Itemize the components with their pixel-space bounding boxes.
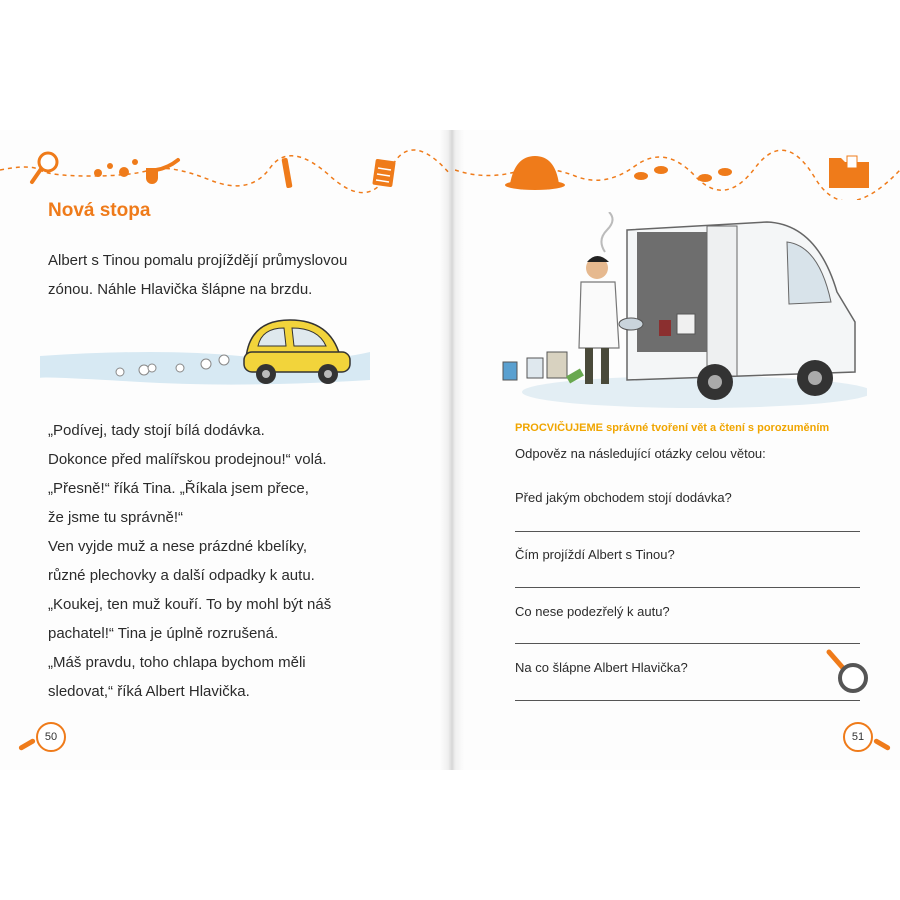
text-line: že jsme tu správně!“ bbox=[48, 509, 184, 526]
question-4: Na co šlápne Albert Hlavička? bbox=[515, 660, 688, 675]
page-number-handle bbox=[873, 738, 891, 751]
exercise-tag: PROCVIČUJEME bbox=[515, 422, 604, 434]
page-number: 51 bbox=[843, 722, 873, 752]
text-line: Ven vyjde muž a nese prázdné kbelíky, bbox=[48, 538, 308, 555]
story-paragraph bbox=[48, 416, 331, 706]
right-header-decoration bbox=[455, 140, 900, 200]
text-line: sledovat,“ říká Albert Hlavička. bbox=[48, 683, 250, 700]
text-line: „Koukej, ten muž kouří. To by mohl být náš bbox=[48, 596, 332, 613]
pen-icon bbox=[281, 158, 292, 189]
book-gutter bbox=[440, 130, 464, 770]
answer-line-2[interactable] bbox=[515, 587, 860, 588]
text-line: „Přesně!“ říká Tina. „Říkala jsem přece, bbox=[48, 480, 309, 497]
left-page bbox=[0, 130, 450, 770]
bubbles-icon bbox=[94, 159, 138, 177]
answer-line-3[interactable] bbox=[515, 643, 860, 644]
intro-paragraph bbox=[48, 246, 347, 304]
text-line: „Podívej, tady stojí bílá dodávka. bbox=[48, 422, 265, 439]
exercise-instruction: Odpověz na následující otázky celou větou: bbox=[515, 446, 766, 461]
pipe-icon bbox=[146, 160, 178, 184]
detective-hat-icon bbox=[505, 156, 565, 190]
text-line: „Máš pravdu, toho chlapa bychom měli bbox=[48, 654, 306, 671]
page-title: Nová stopa bbox=[48, 200, 151, 221]
text-line: Dokonce před malířskou prodejnou!“ volá. bbox=[48, 451, 327, 468]
car-illustration bbox=[40, 308, 370, 400]
question-1: Před jakým obchodem stojí dodávka? bbox=[515, 490, 732, 505]
exercise-heading-text: správné tvoření vět a čtení s porozuměním bbox=[606, 422, 830, 434]
book-spread bbox=[0, 130, 900, 770]
text-line: různé plechovky a další odpadky k autu. bbox=[48, 567, 315, 584]
notepad-icon bbox=[372, 159, 395, 188]
answer-line-1[interactable] bbox=[515, 531, 860, 532]
exercise-heading bbox=[515, 422, 829, 434]
footprints-icon bbox=[634, 166, 732, 182]
van-illustration bbox=[497, 212, 867, 422]
question-2: Čím projíždí Albert s Tinou? bbox=[515, 547, 675, 562]
page-number-handle bbox=[18, 738, 36, 751]
magnifier-icon bbox=[823, 648, 879, 696]
question-3: Co nese podezřelý k autu? bbox=[515, 604, 670, 619]
folder-icon bbox=[829, 156, 869, 188]
text-line: pachatel!“ Tina je úplně rozrušená. bbox=[48, 625, 279, 642]
right-page bbox=[455, 130, 900, 770]
left-header-decoration bbox=[0, 140, 450, 200]
page-number: 50 bbox=[36, 722, 66, 752]
text-line: Albert s Tinou pomalu projíždějí průmyslovou bbox=[48, 252, 348, 269]
answer-line-4[interactable] bbox=[515, 700, 860, 701]
text-line: zónou. Náhle Hlavička šlápne na brzdu. bbox=[48, 281, 313, 298]
